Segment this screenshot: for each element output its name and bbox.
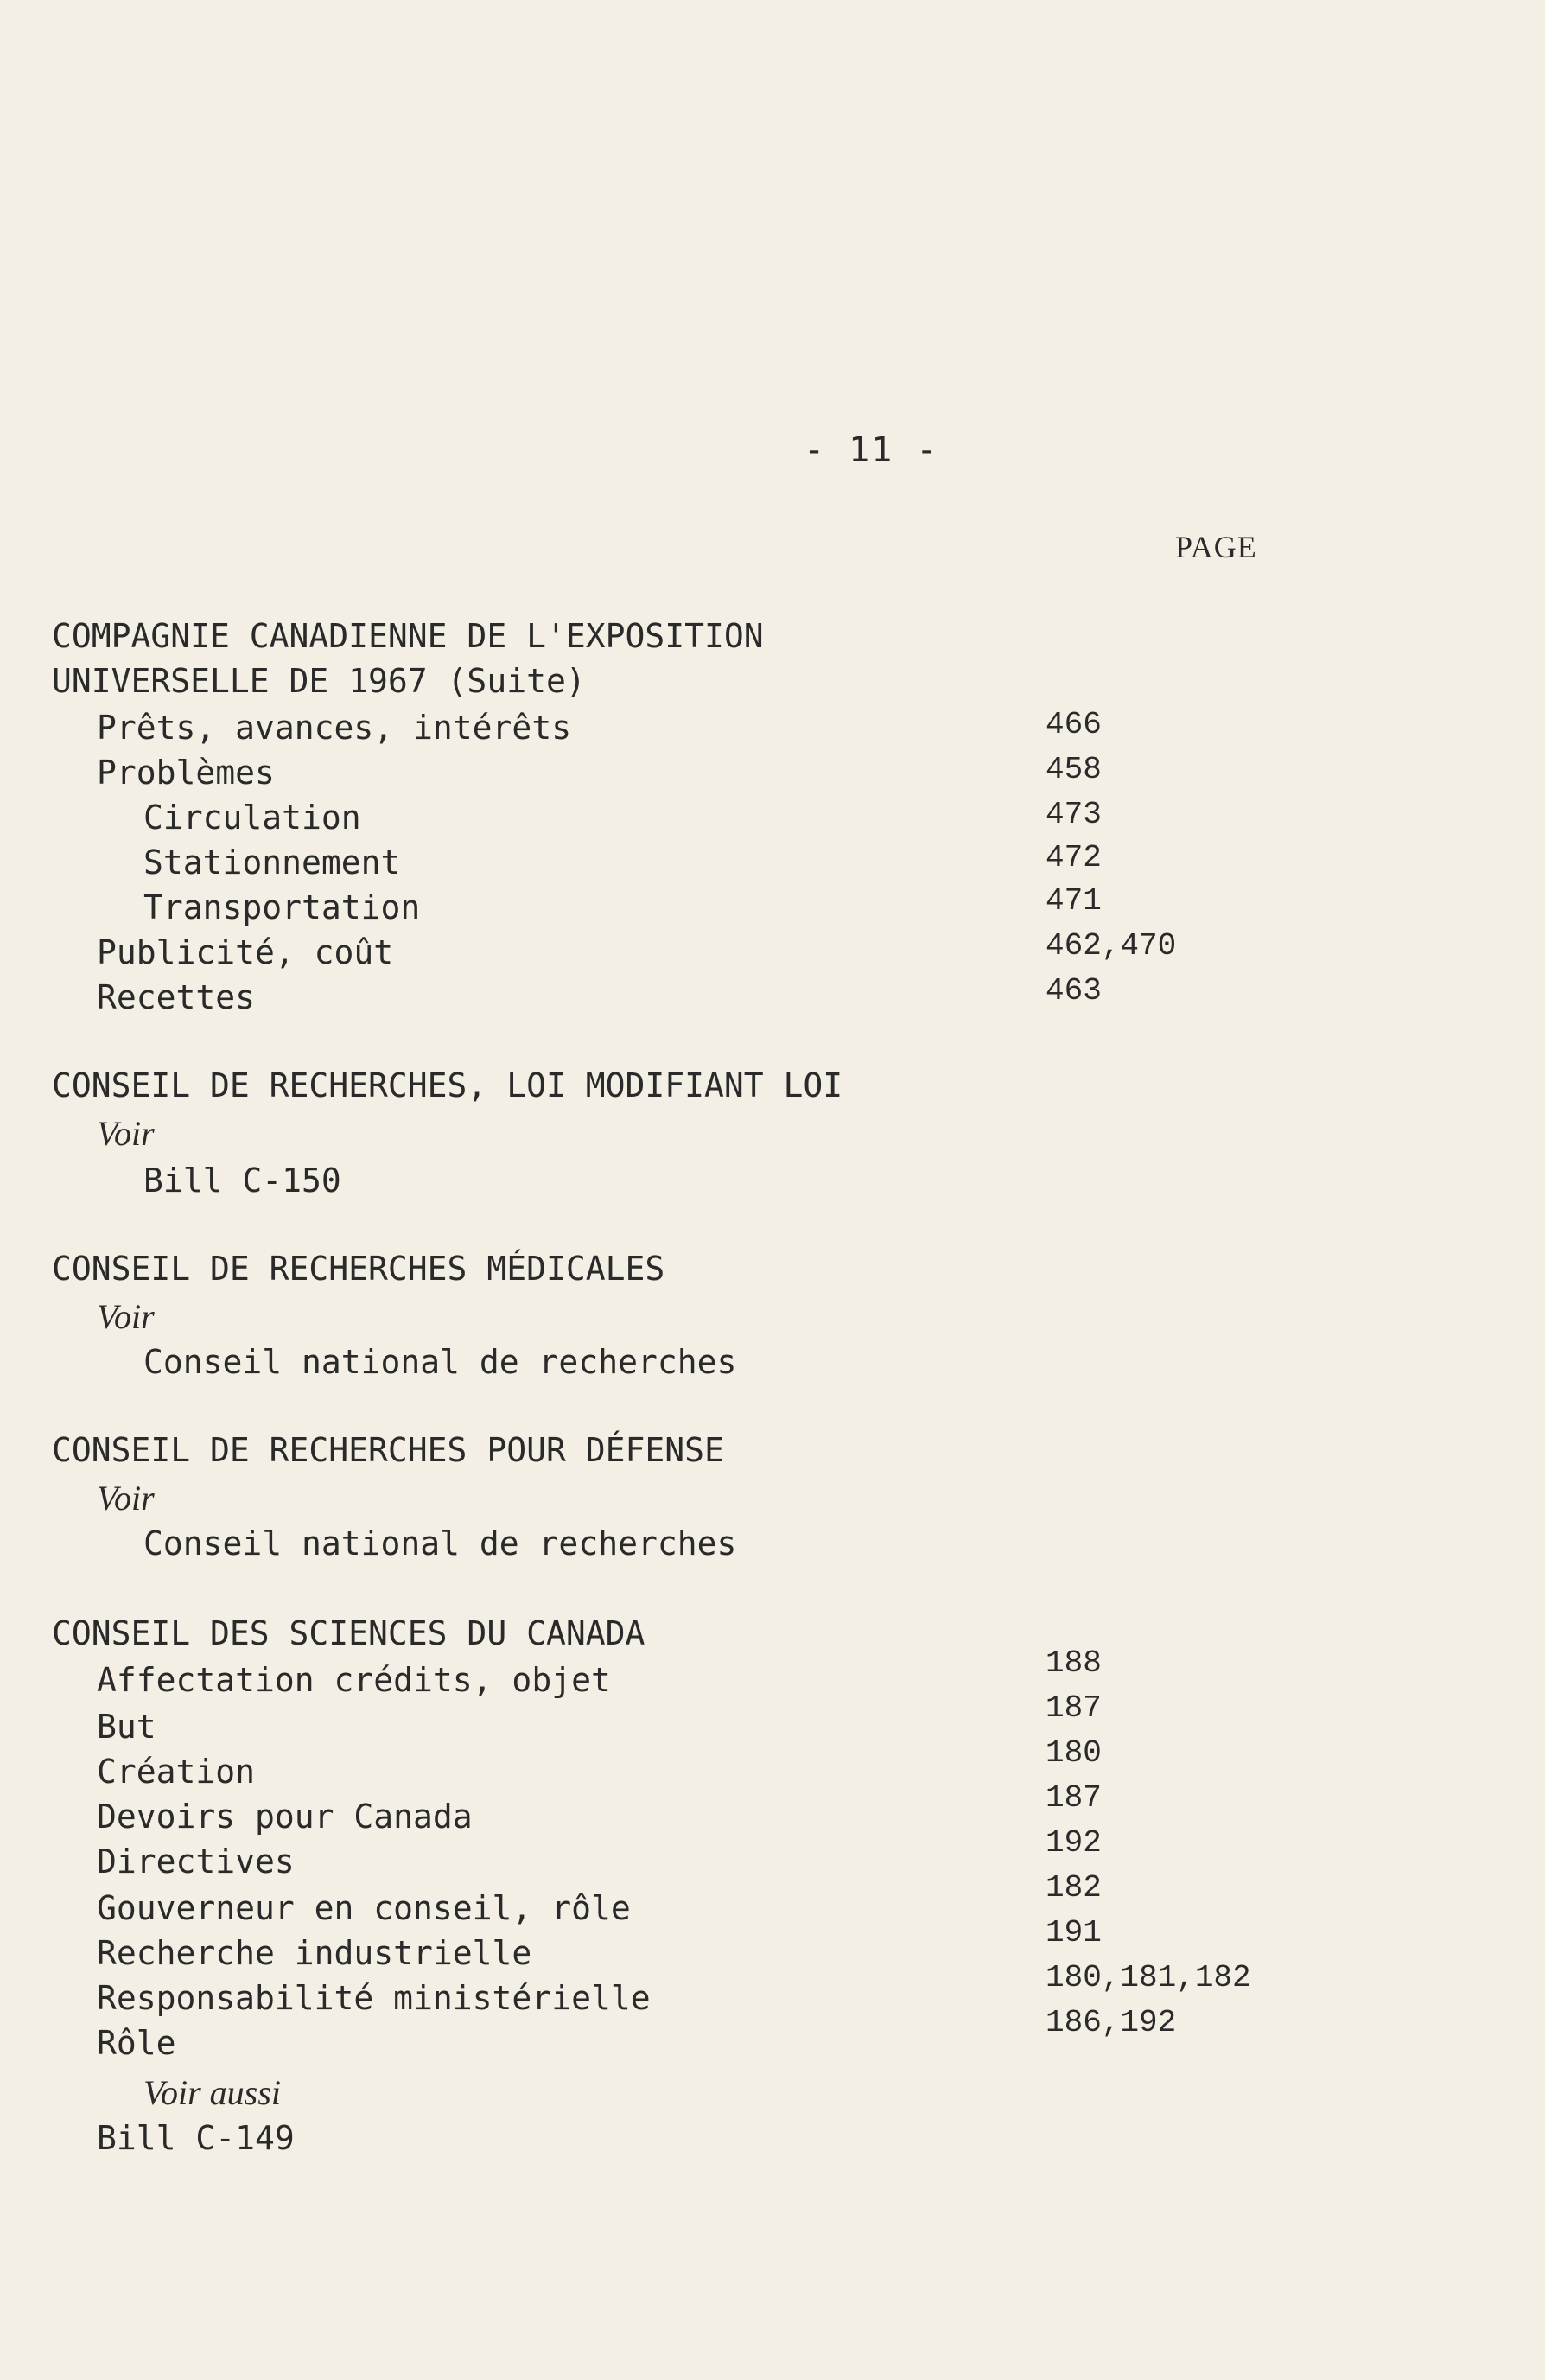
entry-label: Recettes [97, 978, 256, 1016]
entry-page: 473 [1046, 797, 1102, 832]
entry-label: Rôle [97, 2024, 176, 2062]
cross-reference: Conseil national de recherches [143, 1343, 737, 1381]
entry-label: But [97, 1708, 156, 1746]
entry-label: Stationnement [143, 843, 401, 881]
entry-label: Circulation [143, 799, 361, 837]
section-heading: UNIVERSELLE DE 1967 (Suite) [52, 662, 586, 700]
cross-reference: Bill C-149 [97, 2119, 295, 2157]
entry-page: 471 [1046, 883, 1102, 919]
entry-label: Directives [97, 1842, 295, 1880]
entry-label: Gouverneur en conseil, rôle [97, 1889, 631, 1927]
voir-label: Voir [97, 1479, 155, 1518]
voir-label: Voir [97, 1114, 155, 1153]
entry-page: 463 [1046, 973, 1102, 1009]
entry-page: 192 [1046, 1825, 1102, 1861]
page-column-header: PAGE [1175, 530, 1257, 564]
entry-page: 466 [1046, 707, 1102, 742]
voir-aussi-label: Voir aussi [143, 2073, 281, 2112]
entry-page: 186,192 [1046, 2005, 1177, 2040]
entry-page: 187 [1046, 1780, 1102, 1816]
voir-label: Voir [97, 1297, 155, 1336]
page-number: - 11 - [804, 430, 939, 470]
entry-label: Publicité, coût [97, 933, 394, 971]
entry-label: Création [97, 1753, 256, 1791]
cross-reference: Conseil national de recherches [143, 1524, 737, 1562]
entry-page: 191 [1046, 1915, 1102, 1950]
entry-page: 462,470 [1046, 928, 1177, 964]
entry-page: 180 [1046, 1735, 1102, 1771]
entry-page: 180,181,182 [1046, 1960, 1251, 1995]
section-heading: COMPAGNIE CANADIENNE DE L'EXPOSITION [52, 617, 764, 655]
entry-label: Prêts, avances, intérêts [97, 709, 572, 747]
section-heading: CONSEIL DE RECHERCHES MÉDICALES [52, 1250, 665, 1288]
entry-page: 182 [1046, 1870, 1102, 1906]
cross-reference: Bill C-150 [143, 1161, 341, 1200]
entry-page: 472 [1046, 840, 1102, 875]
entry-page: 188 [1046, 1645, 1102, 1681]
entry-label: Responsabilité ministérielle [97, 1979, 651, 2017]
entry-label: Transportation [143, 888, 421, 926]
entry-label: Recherche industrielle [97, 1934, 532, 1972]
section-heading: CONSEIL DE RECHERCHES POUR DÉFENSE [52, 1431, 724, 1469]
entry-label: Affectation crédits, objet [97, 1661, 611, 1699]
section-heading: CONSEIL DE RECHERCHES, LOI MODIFIANT LOI [52, 1066, 843, 1104]
entry-label: Problèmes [97, 754, 275, 792]
entry-label: Devoirs pour Canada [97, 1798, 473, 1836]
section-heading: CONSEIL DES SCIENCES DU CANADA [52, 1614, 645, 1652]
entry-page: 458 [1046, 752, 1102, 787]
entry-page: 187 [1046, 1690, 1102, 1726]
